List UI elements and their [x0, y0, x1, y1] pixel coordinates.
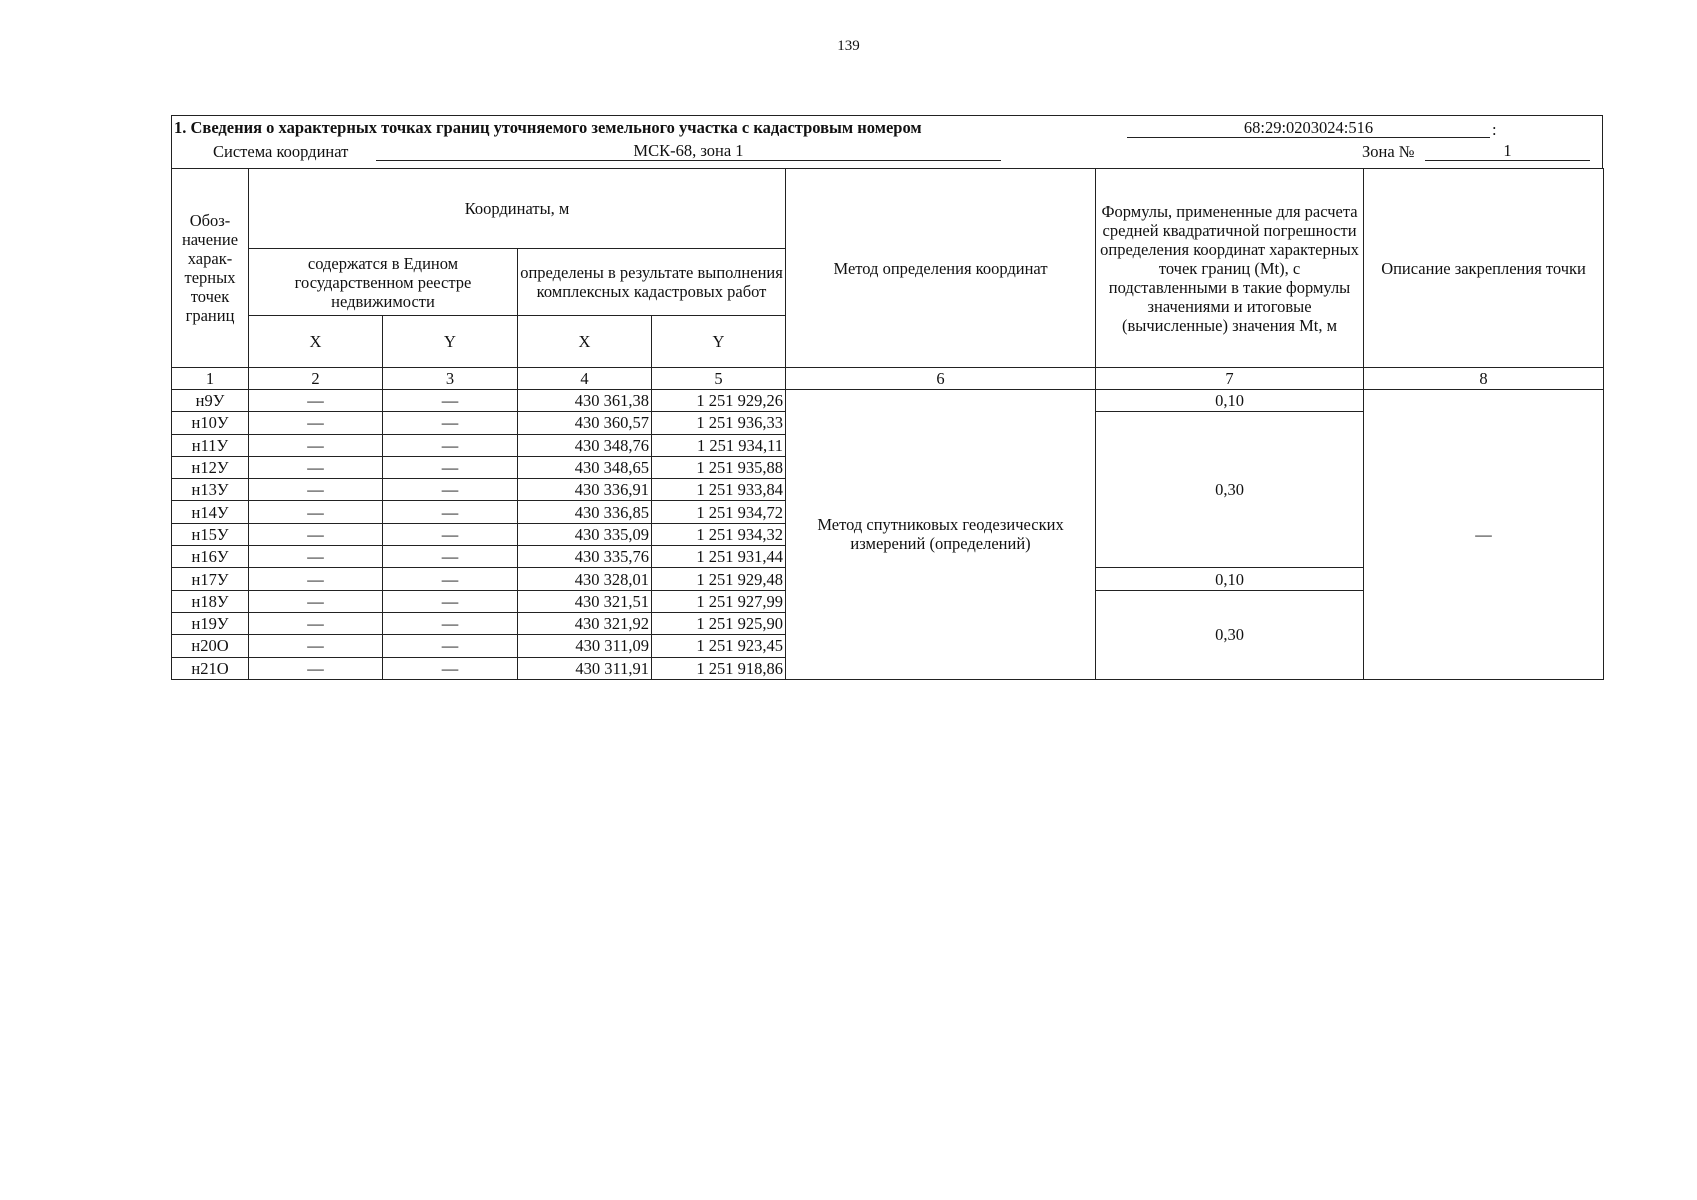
reg-y: — — [383, 657, 518, 679]
coord-y: 1 251 934,11 — [652, 434, 786, 456]
reg-x: — — [249, 546, 383, 568]
mt-value: 0,30 — [1096, 412, 1364, 568]
points-table — [171, 168, 1604, 680]
point-id: н10У — [172, 412, 249, 434]
header-determined: определены в результате выполнения комплексных кадастровых работ — [518, 249, 786, 316]
reg-x: — — [249, 657, 383, 679]
point-id: н14У — [172, 501, 249, 523]
coord-y: 1 251 927,99 — [652, 590, 786, 612]
header-formulas: Формулы, примененные для расчета средней квадратичной погрешности определения координат характерных точек границ (Mt), с подставленными в такие формулы значениями и итоговые (вычисленные) значения Mt, м — [1096, 169, 1364, 368]
coord-y: 1 251 929,48 — [652, 568, 786, 590]
header-in-registry: содержатся в Едином государственном реестре недвижимости — [249, 249, 518, 316]
reg-x: — — [249, 568, 383, 590]
point-id: н21О — [172, 657, 249, 679]
method-cell: Метод спутниковых геодезических измерений (определений) — [786, 390, 1096, 680]
reg-y: — — [383, 434, 518, 456]
coord-x: 430 321,51 — [518, 590, 652, 612]
point-id: н16У — [172, 546, 249, 568]
reg-y: — — [383, 635, 518, 657]
mt-value: 0,10 — [1096, 390, 1364, 412]
zone-label: Зона № — [1362, 142, 1415, 161]
mt-value: 0,10 — [1096, 568, 1364, 590]
coord-system-label: Система координат — [213, 142, 349, 161]
reg-y: — — [383, 456, 518, 478]
description-cell: — — [1364, 390, 1604, 680]
section-title: 1. Сведения о характерных точках границ уточняемого земельного участка с кадастровым номером — [174, 118, 922, 137]
point-id: н20О — [172, 635, 249, 657]
header-det-y: Y — [652, 316, 786, 368]
point-id: н11У — [172, 434, 249, 456]
coord-system-value: МСК-68, зона 1 — [376, 141, 1001, 161]
point-id: н13У — [172, 479, 249, 501]
reg-y: — — [383, 479, 518, 501]
coord-x: 430 335,76 — [518, 546, 652, 568]
reg-x: — — [249, 590, 383, 612]
reg-x: — — [249, 635, 383, 657]
header-designation: Обоз-начение харак-терных точек границ — [172, 169, 249, 368]
coord-y: 1 251 935,88 — [652, 456, 786, 478]
column-number: 6 — [786, 368, 1096, 390]
column-number-row — [172, 368, 1604, 390]
reg-y: — — [383, 412, 518, 434]
reg-x: — — [249, 390, 383, 412]
coord-y: 1 251 936,33 — [652, 412, 786, 434]
coord-y: 1 251 934,72 — [652, 501, 786, 523]
coord-x: 430 336,91 — [518, 479, 652, 501]
reg-x: — — [249, 523, 383, 545]
page-number: 139 — [837, 38, 860, 54]
coord-x: 430 348,65 — [518, 456, 652, 478]
coord-y: 1 251 923,45 — [652, 635, 786, 657]
reg-y: — — [383, 390, 518, 412]
reg-y: — — [383, 546, 518, 568]
column-number: 3 — [383, 368, 518, 390]
coord-x: 430 360,57 — [518, 412, 652, 434]
column-number: 2 — [249, 368, 383, 390]
mt-value: 0,30 — [1096, 590, 1364, 679]
point-id: н19У — [172, 612, 249, 634]
reg-x: — — [249, 479, 383, 501]
point-id: н12У — [172, 456, 249, 478]
header-coordinates: Координаты, м — [249, 169, 786, 249]
cadastral-number: 68:29:0203024:516 — [1127, 118, 1490, 138]
reg-y: — — [383, 568, 518, 590]
zone-value: 1 — [1425, 141, 1590, 161]
coord-x: 430 335,09 — [518, 523, 652, 545]
point-id: н17У — [172, 568, 249, 590]
coord-x: 430 311,09 — [518, 635, 652, 657]
point-id: н18У — [172, 590, 249, 612]
points-table-container — [171, 115, 1603, 680]
reg-y: — — [383, 612, 518, 634]
coord-x: 430 328,01 — [518, 568, 652, 590]
reg-x: — — [249, 456, 383, 478]
header-description: Описание закрепления точки — [1364, 169, 1604, 368]
point-id: н9У — [172, 390, 249, 412]
point-id: н15У — [172, 523, 249, 545]
header-det-x: X — [518, 316, 652, 368]
coord-y: 1 251 931,44 — [652, 546, 786, 568]
coord-x: 430 311,91 — [518, 657, 652, 679]
coord-x: 430 361,38 — [518, 390, 652, 412]
reg-x: — — [249, 501, 383, 523]
reg-y: — — [383, 523, 518, 545]
reg-x: — — [249, 612, 383, 634]
coord-y: 1 251 925,90 — [652, 612, 786, 634]
coord-x: 430 321,92 — [518, 612, 652, 634]
reg-x: — — [249, 434, 383, 456]
coord-x: 430 336,85 — [518, 501, 652, 523]
header-method: Метод определения координат — [786, 169, 1096, 368]
column-number: 5 — [652, 368, 786, 390]
coord-y: 1 251 918,86 — [652, 657, 786, 679]
header-reg-y: Y — [383, 316, 518, 368]
reg-x: — — [249, 412, 383, 434]
header-reg-x: X — [249, 316, 383, 368]
column-number: 7 — [1096, 368, 1364, 390]
coord-x: 430 348,76 — [518, 434, 652, 456]
column-number: 8 — [1364, 368, 1604, 390]
reg-y: — — [383, 501, 518, 523]
reg-y: — — [383, 590, 518, 612]
table-row — [172, 390, 1604, 412]
cadastral-colon: : — [1492, 120, 1497, 139]
column-number: 4 — [518, 368, 652, 390]
column-number: 1 — [172, 368, 249, 390]
coord-y: 1 251 929,26 — [652, 390, 786, 412]
coord-y: 1 251 934,32 — [652, 523, 786, 545]
section-header — [171, 115, 1603, 168]
coord-y: 1 251 933,84 — [652, 479, 786, 501]
